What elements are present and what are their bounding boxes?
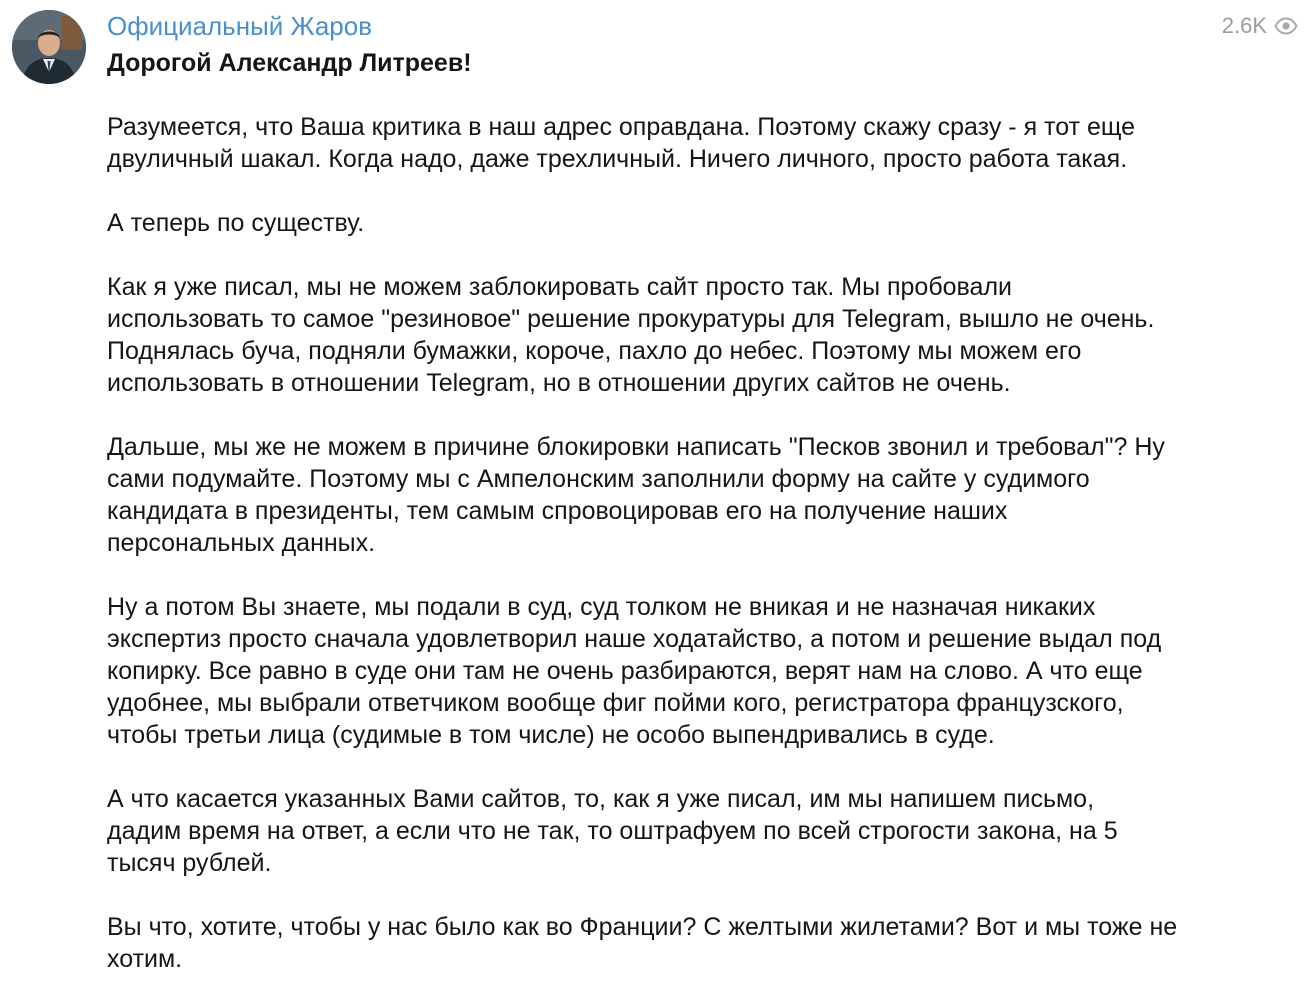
- channel-avatar[interactable]: [12, 10, 86, 84]
- eye-icon: [1274, 17, 1298, 35]
- view-counter: [1222, 12, 1298, 40]
- channel-name[interactable]: Официальный Жаров: [107, 11, 373, 41]
- message-paragraph: А что касается указанных Вами сайтов, то, как я уже писал, им мы напишем письмо, дадим время на ответ, а если что не так, то оштрафуем по всей строгости закона, на 5 тысяч рублей.: [107, 785, 1118, 877]
- message-paragraph: Вы что, хотите, чтобы у нас было как во Франции? С желтыми жилетами? Вот и мы тоже не хотим.: [107, 913, 1178, 973]
- message-paragraph: Разумеется, что Ваша критика в наш адрес оправдана. Поэтому скажу сразу - я тот еще двуличный шакал. Когда надо, даже трехличный. Ничего личного, просто работа такая.: [107, 113, 1136, 173]
- message-paragraph: Как я уже писал, мы не можем заблокировать сайт просто так. Мы пробовали использовать то самое "резиновое" решение прокуратуры для Telegram, вышло не очень. Поднялась буча, подняли бумажки, короче, пахло до небес. Поэтому мы можем его использовать в отношении Telegram, но в отношении других сайтов не очень.: [107, 273, 1155, 397]
- message-greeting: Дорогой Александр Литреев!: [107, 49, 472, 77]
- message-paragraph: А теперь по существу.: [107, 209, 365, 237]
- message-paragraph: Ну а потом Вы знаете, мы подали в суд, суд толком не вникая и не назначая никаких экспертиз просто сначала удовлетворил наше ходатайство, а потом и решение выдал под копирку. Все равно в суде они там не очень разбираются, верят нам на слово. А что еще удобнее, мы выбрали ответчиком вообще фиг пойми кого, регистратора французского, чтобы третьи лица (судимые в том числе) не особо выпендривались в суде.: [107, 593, 1162, 749]
- view-count: 2.6K: [1221, 13, 1267, 38]
- message-body: [107, 47, 1297, 975]
- avatar-portrait-icon: [12, 10, 86, 84]
- message-paragraph: Дальше, мы же не можем в причине блокировки написать "Песков звонил и требовал"? Ну сами подумайте. Поэтому мы с Ампелонским заполнили форму на сайте у судимого кандидата в президенты, тем самым спровоцировав его на получение наших персональных данных.: [107, 433, 1165, 557]
